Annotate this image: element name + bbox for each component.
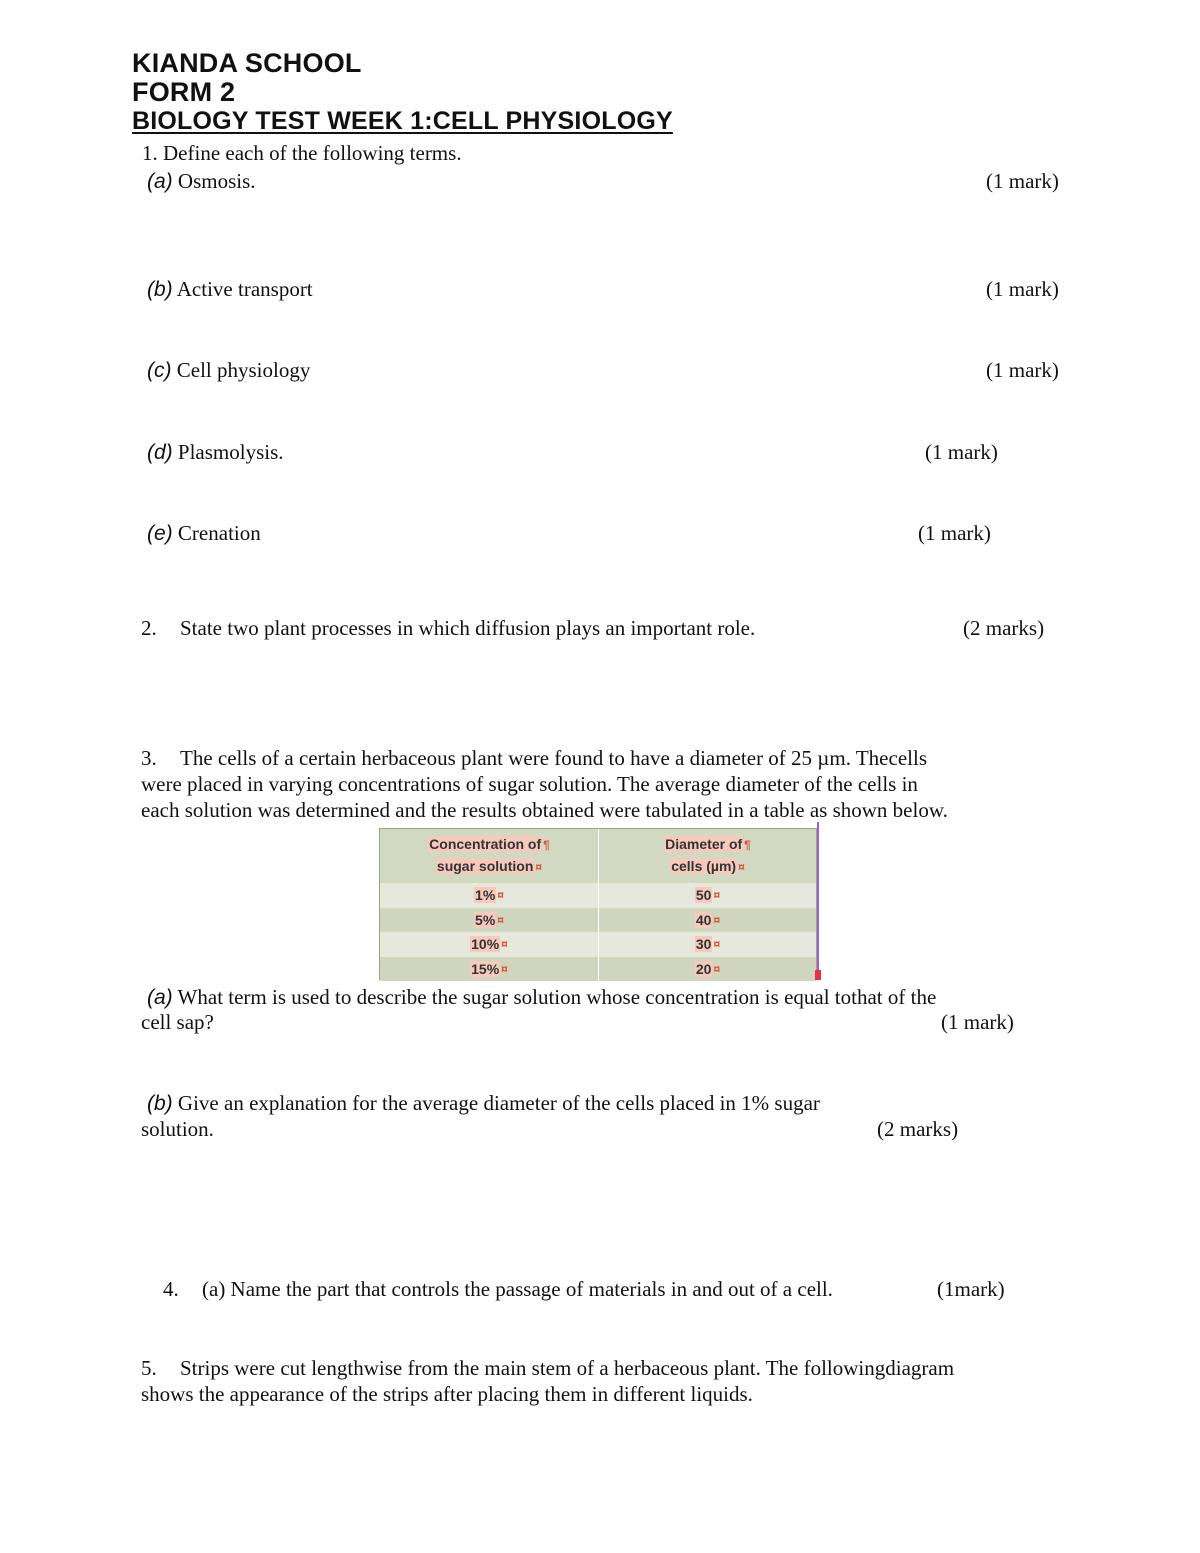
q3b-label: (b) xyxy=(147,1092,173,1115)
q3a-text: What term is used to describe the sugar solution whose concentration is equal tothat of the xyxy=(177,985,937,1009)
q1-stem: 1. Define each of the following terms. xyxy=(142,141,462,165)
q3a-line1 xyxy=(147,984,936,1011)
q1d-label: (d) xyxy=(147,441,173,464)
table-cell-diam: 30 xyxy=(695,936,712,953)
q1e-mark: (1 mark) xyxy=(918,521,991,545)
q1a-mark: (1 mark) xyxy=(986,169,1059,193)
q1-part-d xyxy=(147,439,284,466)
table-header-row xyxy=(380,829,816,883)
q3b-line2: solution. xyxy=(141,1117,214,1141)
header-conc-line2: sugar solution xyxy=(436,858,534,874)
school-name: KIANDA SCHOOL xyxy=(132,48,362,78)
q3-line2: were placed in varying concentrations of sugar solution. The average diameter of the cells in xyxy=(141,772,918,796)
q2-text: State two plant processes in which diffusion plays an important role. xyxy=(180,616,756,640)
table-row: 15% ¤ 20 ¤ xyxy=(380,957,816,982)
table-row: 1% ¤ 50 ¤ xyxy=(380,883,816,908)
table-cell-conc: 5% xyxy=(475,911,496,928)
q1d-text: Plasmolysis. xyxy=(177,440,284,464)
cursor-marker xyxy=(815,970,821,980)
q1e-label: (e) xyxy=(147,522,173,545)
q3-line1: The cells of a certain herbaceous plant were found to have a diameter of 25 µm. Thecells xyxy=(180,746,927,770)
q1a-text: Osmosis. xyxy=(177,169,256,193)
table-cell-diam: 20 xyxy=(695,960,712,977)
header-diam-line2: cells (µm) xyxy=(671,858,737,874)
q2-number: 2. xyxy=(141,616,157,640)
q1e-text: Crenation xyxy=(177,521,261,545)
q1b-label: (b) xyxy=(147,278,173,301)
form-level: FORM 2 xyxy=(132,77,236,107)
q3-number: 3. xyxy=(141,746,157,770)
q3b-mark: (2 marks) xyxy=(877,1117,959,1141)
q3a-mark: (1 mark) xyxy=(941,1010,1014,1034)
q5-line2: shows the appearance of the strips after placing them in different liquids. xyxy=(141,1382,753,1406)
table-row: 10% ¤ 30 ¤ xyxy=(380,932,816,957)
table-cell-diam: 50 xyxy=(695,887,712,904)
q1b-text: Active transport xyxy=(176,277,313,301)
q3-line3: each solution was determined and the results obtained were tabulated in a table as shown below. xyxy=(141,798,948,822)
q1-part-e xyxy=(147,520,261,547)
q4-text: (a) Name the part that controls the passage of materials in and out of a cell. xyxy=(202,1277,833,1301)
q1-part-c xyxy=(147,357,310,384)
q1c-label: (c) xyxy=(147,359,172,382)
results-table xyxy=(379,828,817,980)
header-diameter: Diameter of ¶ cells (µm) ¤ xyxy=(598,829,816,883)
header-diam-line1: Diameter of xyxy=(665,836,743,852)
header-conc-line1: Concentration of xyxy=(429,836,542,852)
q3a-line2: cell sap? xyxy=(141,1010,214,1034)
q1a-label: (a) xyxy=(147,170,173,193)
q1b-mark: (1 mark) xyxy=(986,277,1059,301)
table-cell-diam: 40 xyxy=(695,911,712,928)
q4-number: 4. xyxy=(163,1277,179,1301)
table-cell-conc: 15% xyxy=(471,960,500,977)
q3b-line1 xyxy=(147,1090,820,1117)
text-cursor-line xyxy=(817,822,819,980)
table-cell-conc: 1% xyxy=(475,887,496,904)
q3b-text: Give an explanation for the average diameter of the cells placed in 1% sugar xyxy=(177,1091,820,1115)
q4-mark: (1mark) xyxy=(937,1277,1005,1301)
q1c-text: Cell physiology xyxy=(176,358,311,382)
table-row: 5% ¤ 40 ¤ xyxy=(380,908,816,933)
q1-part-a xyxy=(147,168,256,195)
table-cell-conc: 10% xyxy=(471,936,500,953)
q2-mark: (2 marks) xyxy=(963,616,1045,640)
q5-number: 5. xyxy=(141,1356,157,1380)
q1c-mark: (1 mark) xyxy=(986,358,1059,382)
q5-line1: Strips were cut lengthwise from the main stem of a herbaceous plant. The followingdiagram xyxy=(180,1356,955,1380)
q1-part-b xyxy=(147,276,313,303)
test-title: BIOLOGY TEST WEEK 1:CELL PHYSIOLOGY xyxy=(132,107,673,135)
header-concentration: Concentration of ¶ sugar solution ¤ xyxy=(429,836,550,874)
q3a-label: (a) xyxy=(147,986,173,1009)
q1d-mark: (1 mark) xyxy=(925,440,998,464)
